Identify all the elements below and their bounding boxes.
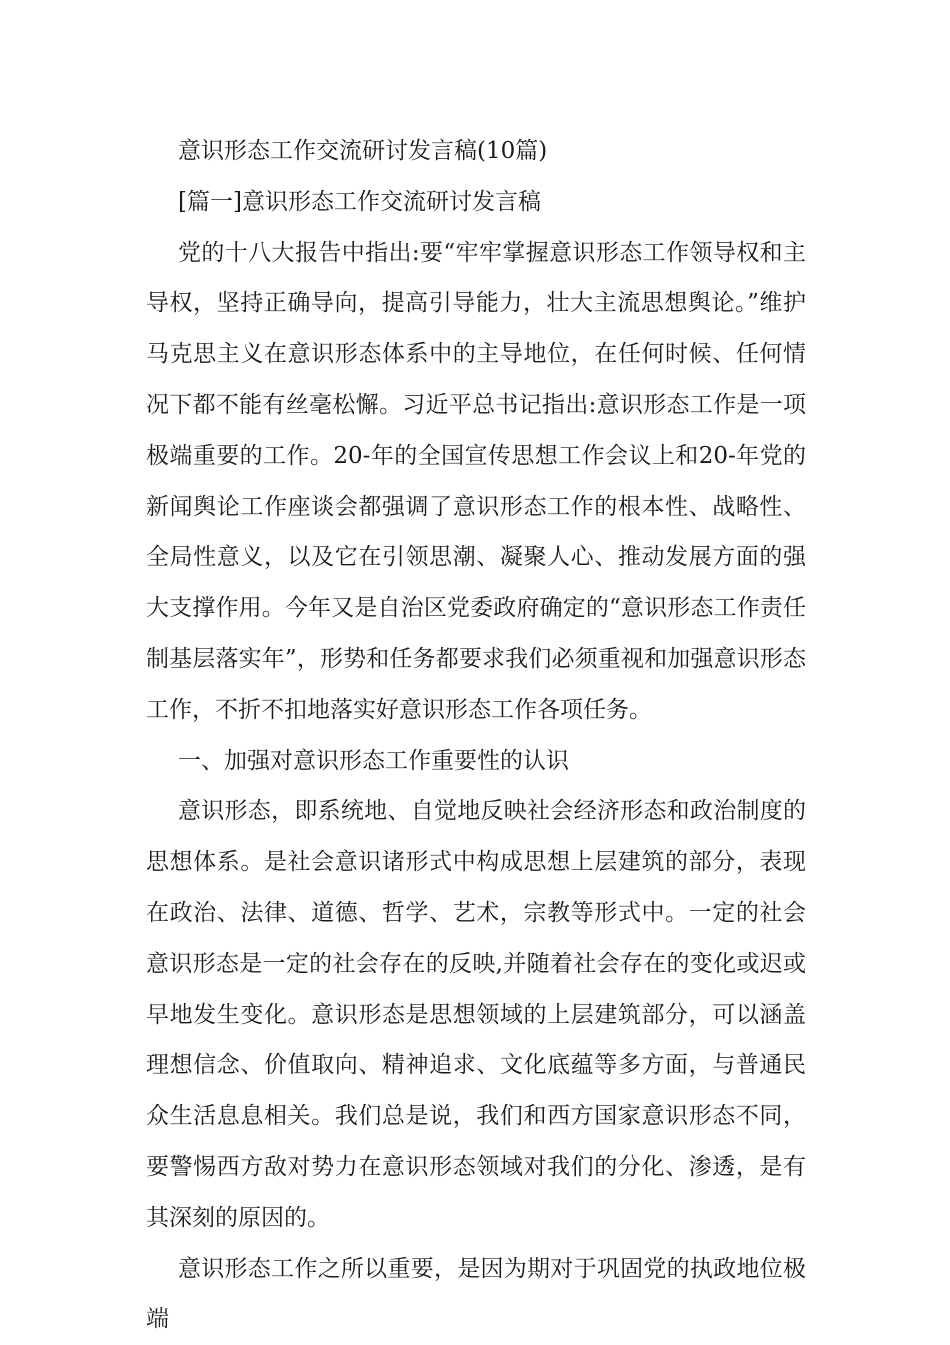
paragraph: 意识形态工作之所以重要，是因为期对于巩固党的执政地位极端: [146, 1255, 806, 1333]
document-body: [146, 126, 806, 1345]
section-title: [篇一]意识形态工作交流研讨发言稿: [178, 188, 541, 215]
document-title: 意识形态工作交流研讨发言稿(10篇): [178, 138, 548, 164]
section-heading: 一、加强对意识形态工作重要性的认识: [178, 747, 569, 774]
paragraph: 意识形态，即系统地、自觉地反映社会经济形态和政治制度的思想体系。是社会意识诸形式中构成思想上层建筑的部分，表现在政治、法律、道德、哲学、艺术，宗教等形式中。一定的社会意识形态是一定的社会存在的反映,并随着社会存在的变化或迟或早地发生变化。意识形态是思想领域的上层建筑部分，可以涵盖理想信念、价值取向、精神追求、文化底蕴等多方面，与普通民众生活息息相关。我们总是说，我们和西方国家意识形态不同，要警惕西方敌对势力在意识形态领域对我们的分化、渗透，是有其深刻的原因的。: [146, 798, 806, 1231]
paragraph: 党的十八大报告中指出:要“牢牢掌握意识形态工作领导权和主导权，坚持正确导向，提高引导能力，壮大主流思想舆论。”维护马克思主义在意识形态体系中的主导地位，在任何时候、任何情况下都不能有丝毫松懈。习近平总书记指出:意识形态工作是一项极端重要的工作。20-年的全国宣传思想工作会议上和20-年党的新闻舆论工作座谈会都强调了意识形态工作的根本性、战略性、全局性意义，以及它在引领思潮、凝聚人心、推动发展方面的强大支撑作用。今年又是自治区党委政府确定的“意识形态工作责任制基层落实年”，形势和任务都要求我们必须重视和加强意识形态工作，不折不扣地落实好意识形态工作各项任务。: [146, 239, 806, 723]
